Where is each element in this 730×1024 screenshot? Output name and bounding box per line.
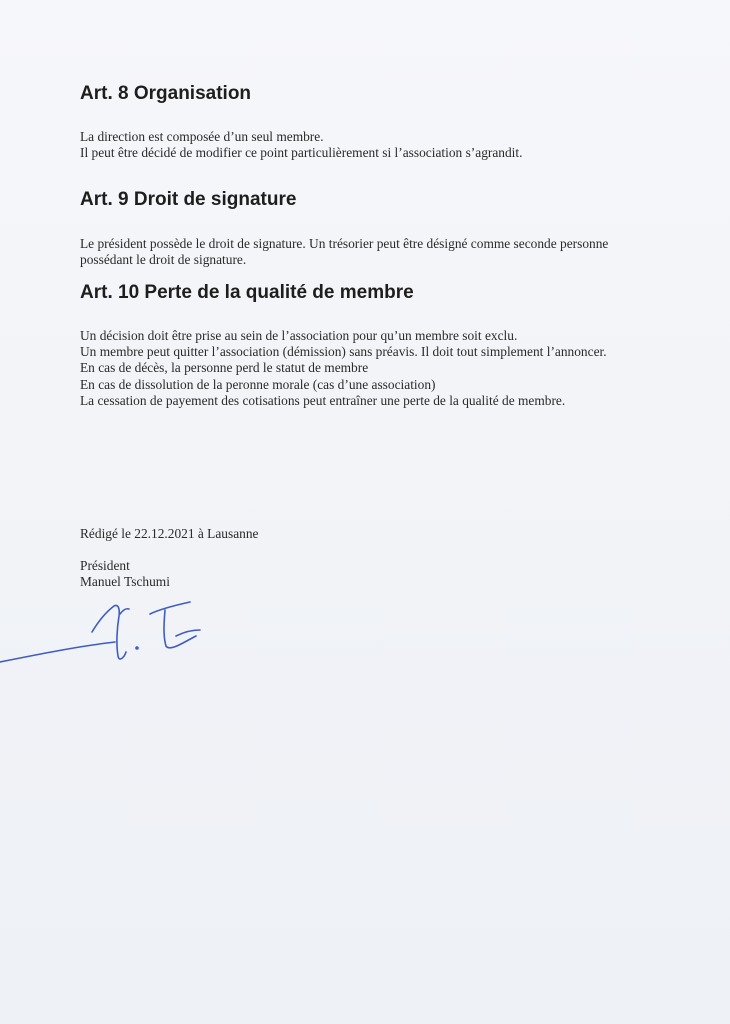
section-body-art-10 [80,328,607,409]
body-line: Il peut être décidé de modifier ce point particulièrement si l’association s’agrandit. [80,145,523,161]
body-line: La cessation de payement des cotisations peut entraîner une perte de la qualité de membre. [80,392,566,408]
section-heading-art-10: Art. 10 Perte de la qualité de membre [80,282,414,303]
handwritten-signature [0,592,220,672]
body-line: En cas de décès, la personne perd le statut de membre [80,360,369,376]
section-body-art-9 [80,236,608,268]
body-line: Un membre peut quitter l’association (démission) sans préavis. Il doit tout simplement l’annoncer. [80,344,607,360]
signatory-block [80,558,170,590]
section-heading-art-8: Art. 8 Organisation [80,83,252,104]
signatory-role: Président [80,558,130,573]
body-line: La direction est composée d’un seul membre. [80,129,324,144]
section-heading-art-9: Art. 9 Droit de signature [80,189,297,210]
body-line: possédant le droit de signature. [80,252,247,268]
section-body-art-8 [80,129,522,161]
body-line: Un décision doit être prise au sein de l’association pour qu’un membre soit exclu. [80,328,518,343]
body-line: En cas de dissolution de la peronne morale (cas d’une association) [80,376,436,392]
signatory-name: Manuel Tschumi [80,574,170,590]
body-line: Le président possède le droit de signature. Un trésorier peut être désigné comme seconde personne [80,236,609,251]
place-and-date: Rédigé le 22.12.2021 à Lausanne [80,526,259,541]
